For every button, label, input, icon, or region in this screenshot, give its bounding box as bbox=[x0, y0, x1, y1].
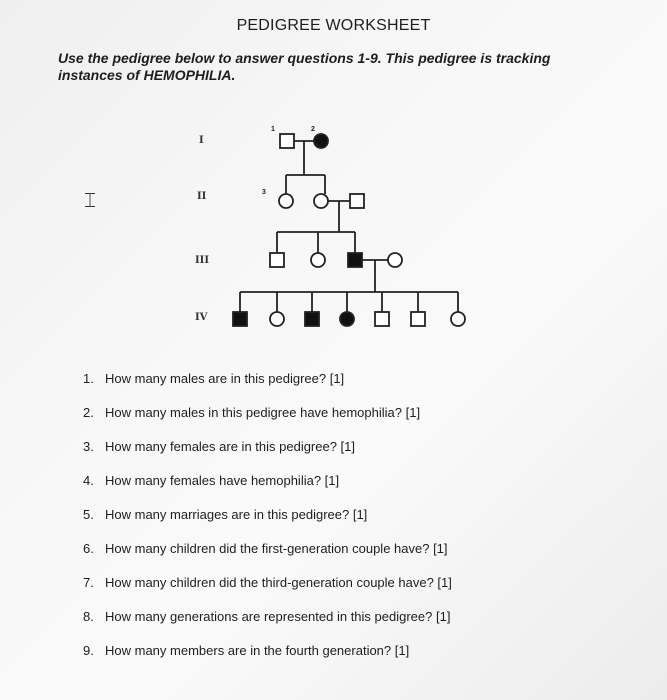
question-item bbox=[83, 506, 623, 540]
gen1-male-unaffected bbox=[280, 134, 294, 148]
question-item bbox=[83, 472, 623, 506]
question-text: How many males are in this pedigree? [1] bbox=[105, 371, 345, 386]
question-number: 9. bbox=[83, 643, 94, 658]
gen4-male-affected-2 bbox=[305, 312, 319, 326]
question-item bbox=[83, 574, 623, 608]
generation-label-1: I bbox=[199, 135, 204, 146]
gen2-female-unaffected bbox=[279, 194, 293, 208]
question-list bbox=[83, 370, 623, 676]
gen4-female-unaffected-1 bbox=[270, 312, 284, 326]
text-cursor-icon: ⌶ bbox=[84, 188, 96, 212]
gen2-male-unaffected bbox=[350, 194, 364, 208]
gen3-male-unaffected bbox=[270, 253, 284, 267]
gen4-male-unaffected-1 bbox=[375, 312, 389, 326]
question-text: How many marriages are in this pedigree? [1] bbox=[105, 507, 368, 522]
question-number: 8. bbox=[83, 609, 94, 624]
instructions-text: Use the pedigree below to answer questions 1-9. This pedigree is tracking instances of HEMOPHILIA. bbox=[58, 50, 551, 83]
generation-label-3: III bbox=[195, 255, 210, 266]
question-text: How many males in this pedigree have hemophilia? [1] bbox=[105, 405, 421, 420]
individual-label-1: 1 bbox=[271, 126, 275, 133]
question-item bbox=[83, 608, 623, 642]
gen3-male-affected bbox=[348, 253, 362, 267]
question-number: 2. bbox=[83, 405, 94, 420]
worksheet-title: PEDIGREE WORKSHEET bbox=[236, 17, 431, 34]
question-number: 5. bbox=[83, 507, 94, 522]
individual-label-2: 2 bbox=[311, 126, 315, 133]
question-item bbox=[83, 438, 623, 472]
question-item bbox=[83, 642, 623, 676]
gen4-male-affected-1 bbox=[233, 312, 247, 326]
question-text: How many members are in the fourth generation? [1] bbox=[105, 643, 410, 658]
gen1-female-affected bbox=[314, 134, 328, 148]
question-number: 3. bbox=[83, 439, 94, 454]
gen2-female-unaffected-2 bbox=[314, 194, 328, 208]
generation-label-2: II bbox=[197, 191, 207, 202]
question-number: 4. bbox=[83, 473, 94, 488]
question-item bbox=[83, 370, 623, 404]
gen4-female-affected bbox=[340, 312, 354, 326]
question-number: 6. bbox=[83, 541, 94, 556]
generation-label-4: IV bbox=[195, 312, 208, 323]
question-text: How many generations are represented in this pedigree? [1] bbox=[105, 609, 451, 624]
gen3-female-unaffected bbox=[311, 253, 325, 267]
gen4-female-unaffected-2 bbox=[451, 312, 465, 326]
question-number: 1. bbox=[83, 371, 94, 386]
question-text: How many females have hemophilia? [1] bbox=[105, 473, 340, 488]
question-number: 7. bbox=[83, 575, 94, 590]
question-item bbox=[83, 404, 623, 438]
question-item bbox=[83, 540, 623, 574]
gen3-female-unaffected-2 bbox=[388, 253, 402, 267]
gen4-male-unaffected-2 bbox=[411, 312, 425, 326]
question-text: How many children did the first-generation couple have? [1] bbox=[105, 541, 448, 556]
question-text: How many females are in this pedigree? [1] bbox=[105, 439, 356, 454]
individual-label-3: 3 bbox=[262, 189, 266, 196]
question-text: How many children did the third-generation couple have? [1] bbox=[105, 575, 452, 590]
